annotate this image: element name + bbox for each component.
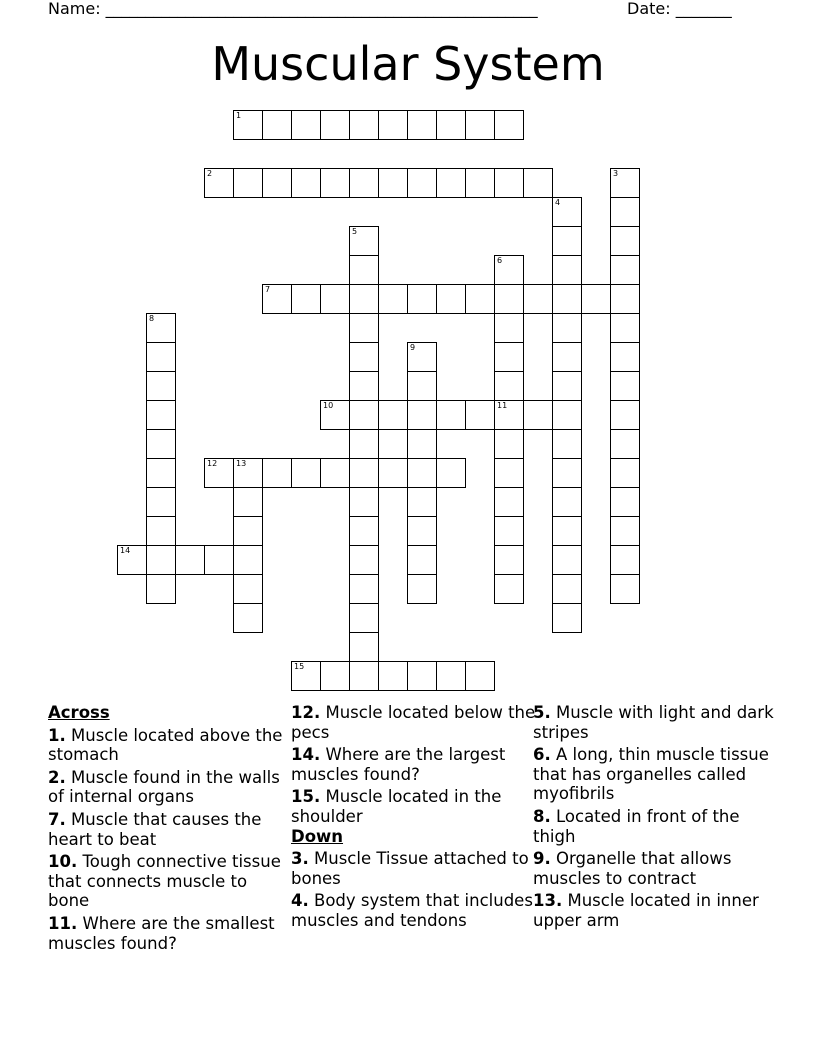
crossword-cell[interactable]: [494, 487, 524, 517]
crossword-cell[interactable]: [552, 545, 582, 575]
crossword-cell[interactable]: [552, 516, 582, 546]
crossword-cell[interactable]: [610, 168, 640, 198]
crossword-cell[interactable]: [146, 574, 176, 604]
crossword-cell[interactable]: [146, 516, 176, 546]
clue-number-label: 7: [265, 285, 271, 294]
crossword-cell[interactable]: [291, 168, 321, 198]
crossword-cell[interactable]: [494, 545, 524, 575]
crossword-cell[interactable]: [436, 110, 466, 140]
crossword-cell[interactable]: [494, 574, 524, 604]
crossword-cell[interactable]: [146, 313, 176, 343]
crossword-cell[interactable]: [349, 255, 379, 285]
crossword-cell[interactable]: [407, 342, 437, 372]
across-heading: Across: [48, 703, 110, 722]
clue-number-label: 4: [555, 198, 561, 207]
clue-across-12: 12. Muscle located below the pecs: [291, 703, 536, 742]
crossword-cell[interactable]: [320, 458, 350, 488]
crossword-cell[interactable]: [320, 661, 350, 691]
crossword-cell[interactable]: [146, 342, 176, 372]
clue-across-1: 1. Muscle located above the stomach: [48, 725, 283, 765]
crossword-cell[interactable]: [320, 284, 350, 314]
crossword-cell[interactable]: [552, 226, 582, 256]
crossword-cell[interactable]: [146, 400, 176, 430]
crossword-cell[interactable]: [407, 516, 437, 546]
crossword-cell[interactable]: [436, 168, 466, 198]
clue-across-10: 10. Tough connective tissue that connects muscle to bone: [48, 852, 281, 911]
crossword-cell[interactable]: [610, 255, 640, 285]
clue-down-8: 8. Located in front of the thigh: [533, 806, 740, 846]
crossword-cell[interactable]: [552, 429, 582, 459]
clue-across-7: 7. Muscle that causes the heart to beat: [48, 809, 262, 849]
crossword-cell[interactable]: [610, 458, 640, 488]
crossword-cell[interactable]: [233, 545, 263, 575]
crossword-cell[interactable]: [494, 342, 524, 372]
crossword-cell[interactable]: [407, 545, 437, 575]
clue-number-label: 10: [323, 401, 334, 410]
crossword-cell[interactable]: [378, 110, 408, 140]
crossword-cell[interactable]: [349, 632, 379, 662]
crossword-cell[interactable]: [407, 661, 437, 691]
crossword-cell[interactable]: [407, 487, 437, 517]
crossword-cell[interactable]: [349, 371, 379, 401]
crossword-cell[interactable]: [552, 487, 582, 517]
crossword-cell[interactable]: [407, 429, 437, 459]
crossword-cell[interactable]: [378, 284, 408, 314]
crossword-cell[interactable]: [291, 661, 321, 691]
crossword-cell[interactable]: [407, 110, 437, 140]
crossword-cell[interactable]: [494, 458, 524, 488]
crossword-cell[interactable]: [204, 545, 234, 575]
crossword-cell[interactable]: [146, 487, 176, 517]
crossword-cell[interactable]: [552, 197, 582, 227]
crossword-cell[interactable]: [349, 429, 379, 459]
crossword-cell[interactable]: [552, 574, 582, 604]
crossword-cell[interactable]: [320, 168, 350, 198]
crossword-cell[interactable]: [465, 400, 495, 430]
crossword-cell[interactable]: [349, 487, 379, 517]
crossword-cell[interactable]: [378, 661, 408, 691]
crossword-cell[interactable]: [552, 284, 582, 314]
crossword-cell[interactable]: [407, 371, 437, 401]
crossword-cell[interactable]: [349, 574, 379, 604]
crossword-cell[interactable]: [349, 284, 379, 314]
crossword-cell[interactable]: [204, 458, 234, 488]
crossword-cell[interactable]: [610, 516, 640, 546]
crossword-cell[interactable]: [233, 603, 263, 633]
crossword-cell[interactable]: [349, 661, 379, 691]
crossword-cell[interactable]: [465, 168, 495, 198]
crossword-cell[interactable]: [146, 458, 176, 488]
crossword-cell[interactable]: [349, 516, 379, 546]
clue-down-4: 4. Body system that includes muscles and tendons: [291, 891, 533, 930]
crossword-cell[interactable]: [552, 603, 582, 633]
crossword-cell[interactable]: [465, 661, 495, 691]
crossword-cell[interactable]: [146, 371, 176, 401]
crossword-cell[interactable]: [233, 516, 263, 546]
crossword-cell[interactable]: [436, 661, 466, 691]
crossword-cell[interactable]: [262, 458, 292, 488]
crossword-cell[interactable]: [552, 313, 582, 343]
clue-number-label: 11: [497, 401, 508, 410]
page-title: Muscular System: [211, 37, 605, 91]
clue-number-label: 6: [497, 256, 503, 265]
date-field[interactable]: Date: _______: [627, 0, 732, 18]
crossword-cell[interactable]: [610, 371, 640, 401]
crossword-cell[interactable]: [552, 400, 582, 430]
crossword-cell[interactable]: [349, 226, 379, 256]
crossword-cell[interactable]: [349, 603, 379, 633]
clue-down-3: 3. Muscle Tissue attached to bones: [291, 849, 529, 888]
crossword-cell[interactable]: [610, 487, 640, 517]
clue-number-label: 1: [236, 111, 242, 120]
crossword-cell[interactable]: [349, 313, 379, 343]
crossword-cell[interactable]: [117, 545, 147, 575]
crossword-cell[interactable]: [552, 458, 582, 488]
clue-number-label: 8: [149, 314, 155, 323]
crossword-cell[interactable]: [262, 110, 292, 140]
crossword-cell[interactable]: [610, 545, 640, 575]
crossword-cell[interactable]: [523, 400, 553, 430]
crossword-cell[interactable]: [349, 400, 379, 430]
crossword-cell[interactable]: [146, 545, 176, 575]
clue-number-label: 3: [613, 169, 619, 178]
crossword-cell[interactable]: [610, 313, 640, 343]
crossword-cell[interactable]: [146, 429, 176, 459]
down-heading: Down: [291, 826, 344, 846]
crossword-cell[interactable]: [349, 545, 379, 575]
crossword-cell[interactable]: [349, 342, 379, 372]
crossword-cell[interactable]: [233, 168, 263, 198]
clues-column-2: [291, 703, 536, 931]
clue-number-label: 9: [410, 343, 416, 352]
crossword-cell[interactable]: [494, 371, 524, 401]
clue-across-2: 2. Muscle found in the walls of internal organs: [48, 767, 280, 807]
crossword-cell[interactable]: [465, 284, 495, 314]
crossword-cell[interactable]: [436, 400, 466, 430]
crossword-cell[interactable]: [494, 284, 524, 314]
crossword-cell[interactable]: [378, 458, 408, 488]
crossword-cell[interactable]: [610, 400, 640, 430]
crossword-cell[interactable]: [378, 400, 408, 430]
crossword-cell[interactable]: [494, 429, 524, 459]
crossword-cell[interactable]: [494, 255, 524, 285]
crossword-cell[interactable]: [349, 110, 379, 140]
crossword-cell[interactable]: [436, 284, 466, 314]
clue-number-label: 5: [352, 227, 358, 236]
crossword-cell[interactable]: [407, 458, 437, 488]
clue-number-label: 15: [294, 662, 305, 671]
crossword-cell[interactable]: [552, 342, 582, 372]
clue-down-5: 5. Muscle with light and dark stripes: [533, 703, 774, 742]
clue-across-14: 14. Where are the largest muscles found?: [291, 745, 506, 784]
crossword-cell[interactable]: [494, 516, 524, 546]
crossword-cell[interactable]: [523, 168, 553, 198]
crossword-cell[interactable]: [233, 110, 263, 140]
clues-column-3: [533, 703, 778, 931]
crossword-cell[interactable]: [291, 110, 321, 140]
crossword-cell[interactable]: [494, 400, 524, 430]
crossword-cell[interactable]: [262, 168, 292, 198]
name-field[interactable]: Name: ______________________________________________________: [48, 0, 538, 18]
clue-number-label: 12: [207, 459, 218, 468]
crossword-cell[interactable]: [291, 458, 321, 488]
crossword-cell[interactable]: [291, 284, 321, 314]
crossword-cell[interactable]: [494, 110, 524, 140]
clue-number-label: 2: [207, 169, 213, 178]
crossword-cell[interactable]: [552, 255, 582, 285]
crossword-cell[interactable]: [523, 284, 553, 314]
crossword-cell[interactable]: [407, 168, 437, 198]
crossword-cell[interactable]: [581, 284, 611, 314]
clue-across-15: 15. Muscle located in the shoulder: [291, 787, 502, 826]
crossword-cell[interactable]: [320, 400, 350, 430]
crossword-cell[interactable]: [407, 574, 437, 604]
clues-column-1: [48, 703, 293, 953]
clue-down-9: 9. Organelle that allows muscles to contract: [533, 849, 732, 888]
crossword-cell[interactable]: [204, 168, 234, 198]
crossword-cell[interactable]: [407, 284, 437, 314]
crossword-cell[interactable]: [465, 110, 495, 140]
clue-down-13: 13. Muscle located in inner upper arm: [533, 891, 759, 930]
crossword-cell[interactable]: [175, 545, 205, 575]
crossword-cell[interactable]: [610, 574, 640, 604]
clue-across-11: 11. Where are the smallest muscles found?: [48, 913, 275, 953]
clue-number-label: 14: [120, 546, 131, 555]
crossword-cell[interactable]: [610, 284, 640, 314]
crossword-cell[interactable]: [610, 226, 640, 256]
crossword-cell[interactable]: [610, 197, 640, 227]
crossword-cell[interactable]: [436, 458, 466, 488]
crossword-cell[interactable]: [610, 342, 640, 372]
crossword-cell[interactable]: [262, 284, 292, 314]
crossword-cell[interactable]: [349, 168, 379, 198]
crossword-cell[interactable]: [233, 574, 263, 604]
crossword-cell[interactable]: [233, 487, 263, 517]
clue-down-6: 6. A long, thin muscle tissue that has organelles called myofibrils: [533, 745, 769, 804]
crossword-cell[interactable]: [233, 458, 263, 488]
crossword-cell[interactable]: [494, 313, 524, 343]
crossword-cell[interactable]: [320, 110, 350, 140]
crossword-cell[interactable]: [552, 371, 582, 401]
crossword-cell[interactable]: [349, 458, 379, 488]
crossword-cell[interactable]: [378, 168, 408, 198]
clue-number-label: 13: [236, 459, 247, 468]
crossword-cell[interactable]: [494, 168, 524, 198]
crossword-cell[interactable]: [407, 400, 437, 430]
crossword-cell[interactable]: [610, 429, 640, 459]
